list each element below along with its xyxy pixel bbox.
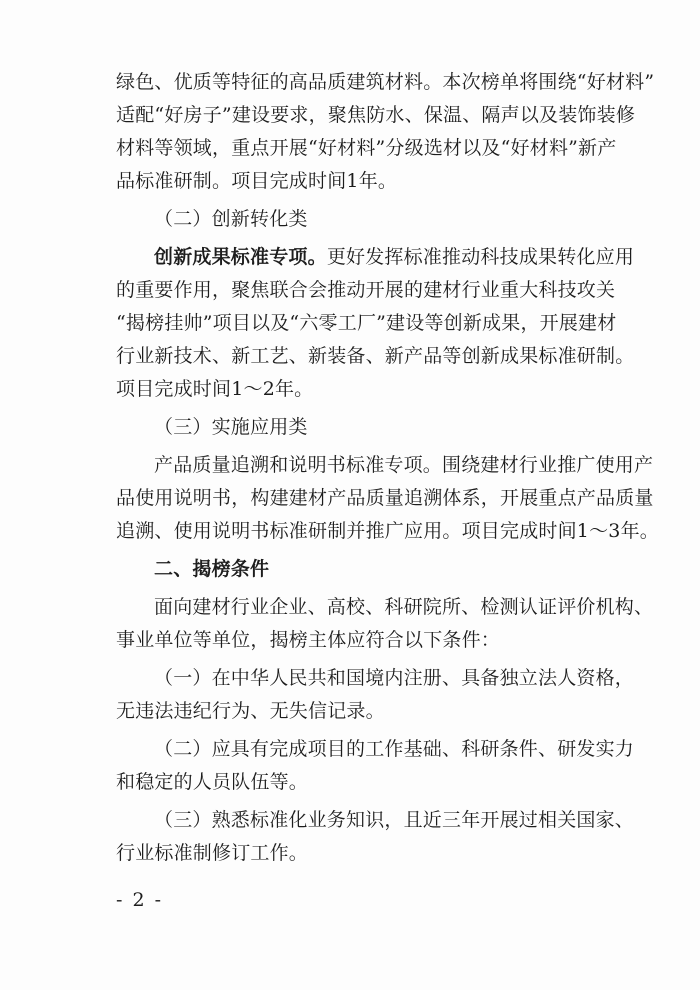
- heading-innovation-transformation: [116, 203, 606, 236]
- text-line: 行业标准制修订工作。: [116, 842, 309, 864]
- text-line: 行业新技术、新工艺、新装备、新产品等创新成果标准研制。: [116, 345, 635, 367]
- text-line: 品标准研制。项目完成时间1年。: [116, 170, 398, 192]
- paragraph-quality-traceability: [116, 449, 659, 548]
- heading-bid-conditions: [116, 553, 606, 586]
- text-line: 材料等领域，重点开展“好材料”分级选材以及“好材料”新产: [116, 137, 617, 159]
- text-line: （一）在中华人民共和国境内注册、具备独立法人资格，: [154, 667, 635, 689]
- heading-implementation-application: [116, 411, 606, 444]
- page-number: - 2 -: [116, 889, 164, 911]
- document-body: [116, 66, 659, 870]
- condition-two: [116, 733, 635, 799]
- text-line: 事业单位等单位，揭榜主体应符合以下条件：: [116, 629, 501, 651]
- section-heading: （三）实施应用类: [154, 416, 308, 438]
- lead-line-continuation: 更好发挥标准推动科技成果转化应用: [326, 246, 635, 268]
- text-line: （二）应具有完成项目的工作基础、科研条件、研发实力: [154, 738, 635, 760]
- paragraph-applicant-scope: [116, 591, 654, 657]
- condition-one: [116, 662, 635, 728]
- text-line: 的重要作用，聚焦联合会推动开展的建材行业重大科技攻关: [116, 279, 616, 301]
- major-heading: 二、揭榜条件: [154, 558, 270, 580]
- text-line: 适配“好房子”建设要求，聚焦防水、保温、隔声以及装饰装修: [116, 104, 636, 126]
- text-line: 绿色、优质等特征的高品质建筑材料。本次榜单将围绕“好材料”: [116, 71, 655, 93]
- condition-three: [116, 804, 635, 870]
- text-line: 面向建材行业企业、高校、科研院所、检测认证评价机构、: [154, 596, 654, 618]
- text-line: 项目完成时间1～2年。: [116, 378, 314, 400]
- text-line-with-lead: [116, 241, 635, 274]
- text-line: 和稳定的人员队伍等。: [116, 771, 309, 793]
- section-heading: （二）创新转化类: [154, 208, 308, 230]
- text-line: “揭榜挂帅”项目以及“六零工厂”建设等创新成果，开展建材: [116, 312, 617, 334]
- paragraph-material-evaluation: [116, 66, 655, 198]
- text-line: 追溯、使用说明书标准研制并推广应用。项目完成时间1～3年。: [116, 520, 659, 542]
- paragraph-innovation-standard: [116, 241, 635, 406]
- text-line: 产品质量追溯和说明书标准专项。围绕建材行业推广使用产: [154, 454, 654, 476]
- text-line: 无违法违纪行为、无失信记录。: [116, 700, 385, 722]
- text-line: （三）熟悉标准化业务知识，且近三年开展过相关国家、: [154, 809, 635, 831]
- bold-lead-text: 创新成果标准专项。: [154, 246, 327, 268]
- text-line: 品使用说明书，构建建材产品质量追溯体系，开展重点产品质量: [116, 487, 654, 509]
